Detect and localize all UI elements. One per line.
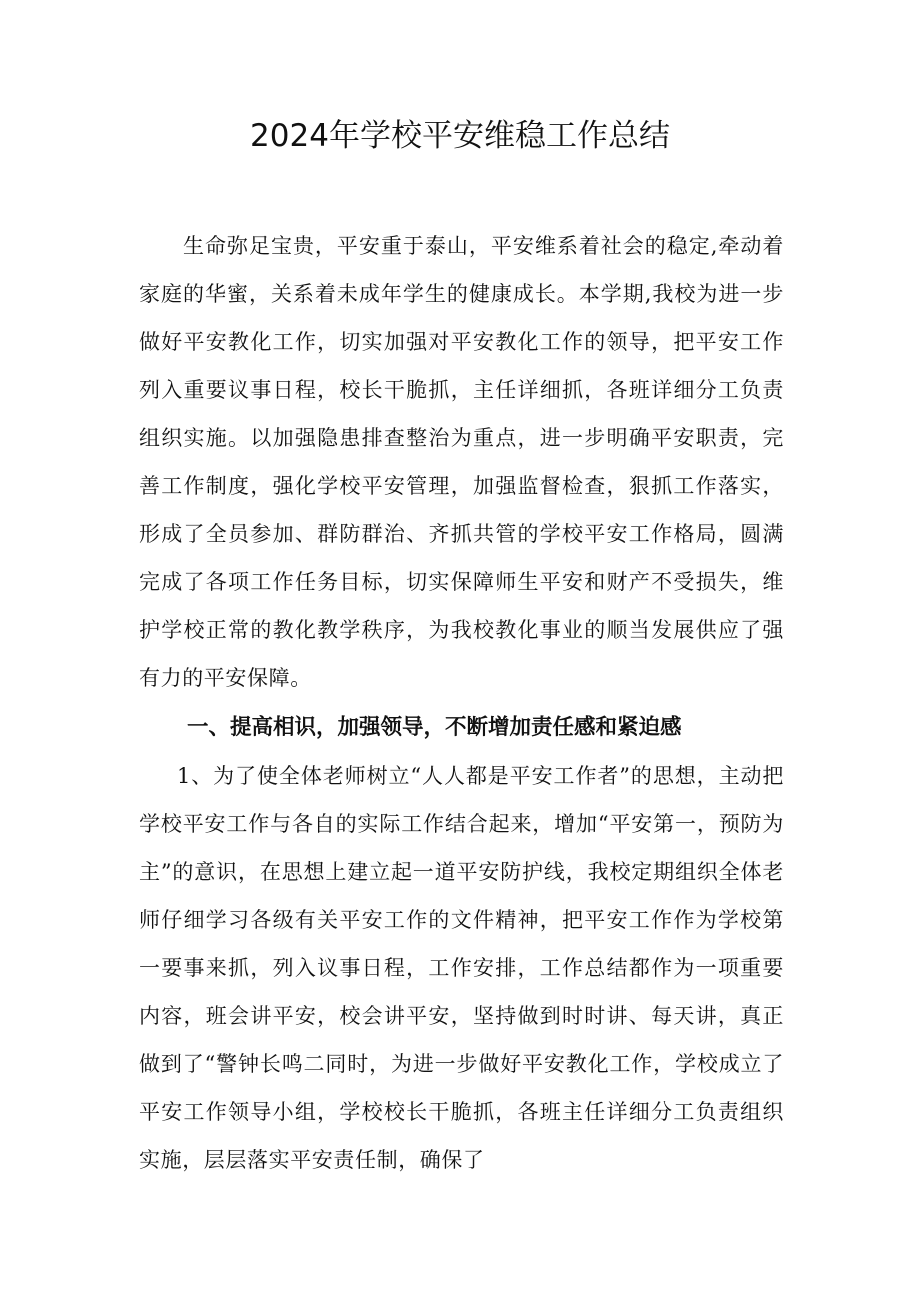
intro-paragraph: 生命弥足宝贵，平安重于泰山，平安维系着社会的稳定,牵动着家庭的华蜜，关系着未成年学生的健康成长。本学期,我校为进一步做好平安教化工作，切实加强对平安教化工作的领导，把平安工作列入重要议事日程，校长干脆抓，主任详细抓，各班详细分工负责组织实施。以加强隐患排查整治为重点，进一步明确平安职责，完善工作制度，强化学校平安管理，加强监督检查，狠抓工作落实，形成了全员参加、群防群治、齐抓共管的学校平安工作格局，圆满完成了各项工作任务目标，切实保障师生平安和财产不受损失，维护学校正常的教化教学秩序，为我校教化事业的顺当发展供应了强有力的平安保障。 bbox=[139, 234, 784, 690]
section-paragraph: 1、为了使全体老师树立“人人都是平安工作者”的思想，主动把学校平安工作与各自的实际工作结合起来，增加“平安第一，预防为主”的意识，在思想上建立起一道平安防护线，我校定期组织全体老师仔细学习各级有关平安工作的文件精神，把平安工作作为学校第一要事来抓，列入议事日程，工作安排，工作总结都作为一项重要内容，班会讲平安，校会讲平安，坚持做到时时讲、每天讲，真正做到了“警钟长鸣二同时，为进一步做好平安教化工作，学校成立了平安工作领导小组，学校校长干脆抓，各班主任详细分工负责组织实施，层层落实平安责任制，确保了 bbox=[139, 764, 784, 1172]
section-heading: 一、提高相识，加强领导，不断增加责任感和紧迫感 bbox=[187, 715, 682, 740]
document-title: 2024年学校平安维稳工作总结 bbox=[250, 118, 670, 154]
